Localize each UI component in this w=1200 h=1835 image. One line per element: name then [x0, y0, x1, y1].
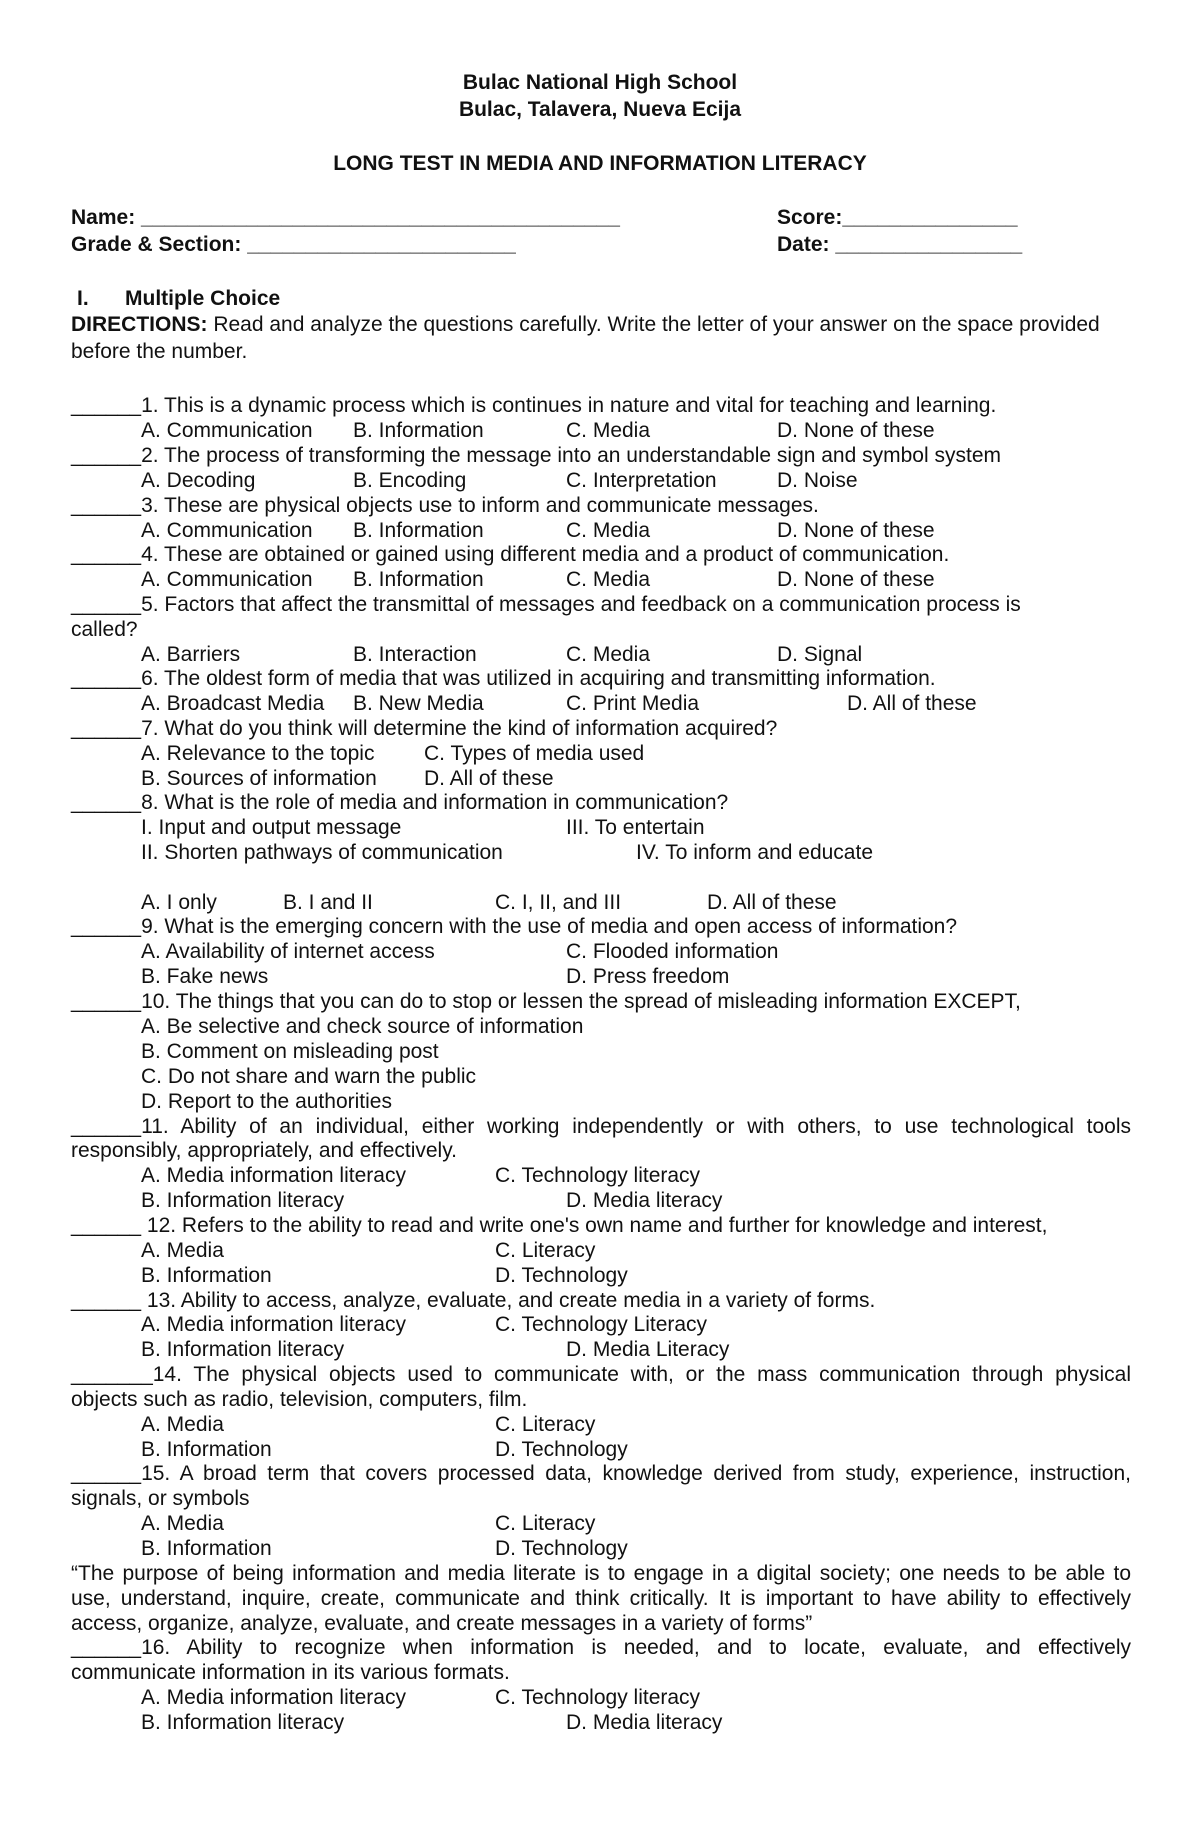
question-7-option-b: B. Sources of information: [141, 767, 377, 790]
question-6-option-a: A. Broadcast Media: [141, 692, 325, 715]
question-13-option-a: A. Media information literacy: [141, 1313, 406, 1336]
question-12-option-a: A. Media: [141, 1239, 224, 1262]
question-2-option-c: C. Interpretation: [566, 469, 717, 492]
question-8-item-iii: III. To entertain: [566, 816, 705, 839]
question-8-option-d: D. All of these: [707, 891, 837, 914]
date-field: Date: ________________: [777, 233, 1023, 256]
page-title: LONG TEST IN MEDIA AND INFORMATION LITERACY: [333, 152, 867, 175]
question-8-option-b: B. I and II: [283, 891, 373, 914]
directions-label: DIRECTIONS:: [71, 313, 208, 336]
section-title: Multiple Choice: [125, 287, 281, 310]
directions: [71, 313, 1100, 337]
question-7-option-c: C. Types of media used: [424, 742, 645, 765]
question-6-stem: ______6. The oldest form of media that was utilized in acquiring and transmitting information.: [71, 667, 936, 690]
question-12-option-d: D. Technology: [495, 1264, 628, 1287]
question-3-option-b: B. Information: [353, 519, 484, 542]
question-14-option-b: B. Information: [141, 1438, 272, 1461]
question-9-option-a: A. Availability of internet access: [141, 940, 435, 963]
question-16-stem-continued: communicate information in its various formats.: [71, 1661, 510, 1684]
question-5-option-c: C. Media: [566, 643, 651, 666]
question-16-option-a: A. Media information literacy: [141, 1686, 406, 1709]
question-8-item-i: I. Input and output message: [141, 816, 402, 839]
quote-line-3: access, organize, analyze, evaluate, and create messages in a variety of forms”: [71, 1612, 813, 1635]
question-5-option-b: B. Interaction: [353, 643, 477, 666]
question-8-item-iv: IV. To inform and educate: [636, 841, 873, 864]
question-15-stem: ______15. A broad term that covers processed data, knowledge derived from study, experience, instruction,: [71, 1462, 1131, 1485]
question-11-option-b: B. Information literacy: [141, 1189, 345, 1212]
question-1-stem: ______1. This is a dynamic process which is continues in nature and vital for teaching and learning.: [71, 394, 997, 417]
question-16-option-d: D. Media literacy: [566, 1711, 723, 1734]
question-8-option-c: C. I, II, and III: [495, 891, 622, 914]
quote-line-2: use, understand, inquire, create, communicate and think critically. It is important to have ability to effectively: [71, 1587, 1131, 1610]
question-6-option-d: D. All of these: [847, 692, 977, 715]
question-2-stem: ______2. The process of transforming the message into an understandable sign and symbol system: [71, 444, 1001, 467]
question-16-option-c: C. Technology literacy: [495, 1686, 701, 1709]
question-8-option-a: A. I only: [141, 891, 217, 914]
question-9-option-c: C. Flooded information: [566, 940, 779, 963]
question-2-option-b: B. Encoding: [353, 469, 467, 492]
question-11-option-a: A. Media information literacy: [141, 1164, 406, 1187]
question-9-option-b: B. Fake news: [141, 965, 269, 988]
question-11-stem-continued: responsibly, appropriately, and effectively.: [71, 1139, 457, 1162]
question-16-option-b: B. Information literacy: [141, 1711, 345, 1734]
question-13-option-d: D. Media Literacy: [566, 1338, 730, 1361]
question-14-stem: _______14. The physical objects used to communicate with, or the mass communication through physical: [71, 1363, 1131, 1386]
question-3-option-d: D. None of these: [777, 519, 935, 542]
question-3-option-a: A. Communication: [141, 519, 313, 542]
question-11-option-d: D. Media literacy: [566, 1189, 723, 1212]
question-13-stem: ______ 13. Ability to access, analyze, evaluate, and create media in a variety of forms.: [71, 1289, 876, 1312]
question-4-option-d: D. None of these: [777, 568, 935, 591]
question-7-option-d: D. All of these: [424, 767, 554, 790]
section-numeral: I.: [77, 287, 89, 310]
question-10-option-d: D. Report to the authorities: [141, 1090, 392, 1113]
grade-section-field: Grade & Section: _______________________: [71, 233, 516, 256]
question-13-option-c: C. Technology Literacy: [495, 1313, 708, 1336]
question-7-option-a: A. Relevance to the topic: [141, 742, 375, 765]
question-9-stem: ______9. What is the emerging concern with the use of media and open access of information?: [71, 915, 958, 938]
question-5-stem: ______5. Factors that affect the transmittal of messages and feedback on a communication process is: [71, 593, 1021, 616]
question-10-stem: ______10. The things that you can do to stop or lessen the spread of misleading information EXCEPT,: [71, 990, 1021, 1013]
question-10-option-a: A. Be selective and check source of information: [141, 1015, 584, 1038]
name-field: Name: _________________________________________: [71, 206, 620, 229]
question-1-option-a: A. Communication: [141, 419, 313, 442]
school-name: Bulac National High School: [462, 71, 738, 94]
question-12-option-b: B. Information: [141, 1264, 272, 1287]
question-3-option-c: C. Media: [566, 519, 651, 542]
question-1-option-c: C. Media: [566, 419, 651, 442]
question-3-stem: ______3. These are physical objects use to inform and communicate messages.: [71, 494, 819, 517]
question-11-stem: ______11. Ability of an individual, either working independently or with others, to use technological tools: [71, 1115, 1131, 1138]
question-9-option-d: D. Press freedom: [566, 965, 730, 988]
question-4-option-b: B. Information: [353, 568, 484, 591]
question-5-option-a: A. Barriers: [141, 643, 241, 666]
quote-line-1: “The purpose of being information and media literate is to engage in a digital society; one needs to be able to: [71, 1562, 1131, 1585]
question-4-stem: ______4. These are obtained or gained using different media and a product of communication.: [71, 543, 950, 566]
question-6-option-b: B. New Media: [353, 692, 484, 715]
question-10-option-c: C. Do not share and warn the public: [141, 1065, 477, 1088]
question-12-stem: ______ 12. Refers to the ability to read and write one's own name and further for knowledge and interest,: [71, 1214, 1048, 1237]
question-14-option-d: D. Technology: [495, 1438, 628, 1461]
question-10-option-b: B. Comment on misleading post: [141, 1040, 439, 1063]
question-8-stem: ______8. What is the role of media and information in communication?: [71, 791, 729, 814]
question-2-option-a: A. Decoding: [141, 469, 256, 492]
question-16-stem: ______16. Ability to recognize when information is needed, and to locate, evaluate, and effectively: [71, 1636, 1131, 1659]
question-14-stem-continued: objects such as radio, television, computers, film.: [71, 1388, 528, 1411]
question-14-option-c: C. Literacy: [495, 1413, 596, 1436]
question-14-option-a: A. Media: [141, 1413, 224, 1436]
question-12-option-c: C. Literacy: [495, 1239, 596, 1262]
directions-text: Read and analyze the questions carefully. Write the letter of your answer on the space provided: [207, 313, 1100, 336]
question-6-option-c: C. Print Media: [566, 692, 700, 715]
question-15-option-d: D. Technology: [495, 1537, 628, 1560]
school-address: Bulac, Talavera, Nueva Ecija: [458, 98, 742, 121]
question-15-option-c: C. Literacy: [495, 1512, 596, 1535]
question-5-option-d: D. Signal: [777, 643, 863, 666]
question-15-stem-continued: signals, or symbols: [71, 1487, 250, 1510]
question-1-option-d: D. None of these: [777, 419, 935, 442]
question-13-option-b: B. Information literacy: [141, 1338, 345, 1361]
question-15-option-a: A. Media: [141, 1512, 224, 1535]
question-1-option-b: B. Information: [353, 419, 484, 442]
question-4-option-c: C. Media: [566, 568, 651, 591]
question-7-stem: ______7. What do you think will determine the kind of information acquired?: [71, 717, 778, 740]
directions-continued: before the number.: [71, 340, 248, 363]
score-field: Score:_______________: [777, 206, 1018, 229]
question-4-option-a: A. Communication: [141, 568, 313, 591]
question-15-option-b: B. Information: [141, 1537, 272, 1560]
question-11-option-c: C. Technology literacy: [495, 1164, 701, 1187]
question-2-option-d: D. Noise: [777, 469, 858, 492]
question-5-stem-continued: called?: [71, 618, 138, 641]
question-8-item-ii: II. Shorten pathways of communication: [141, 841, 503, 864]
